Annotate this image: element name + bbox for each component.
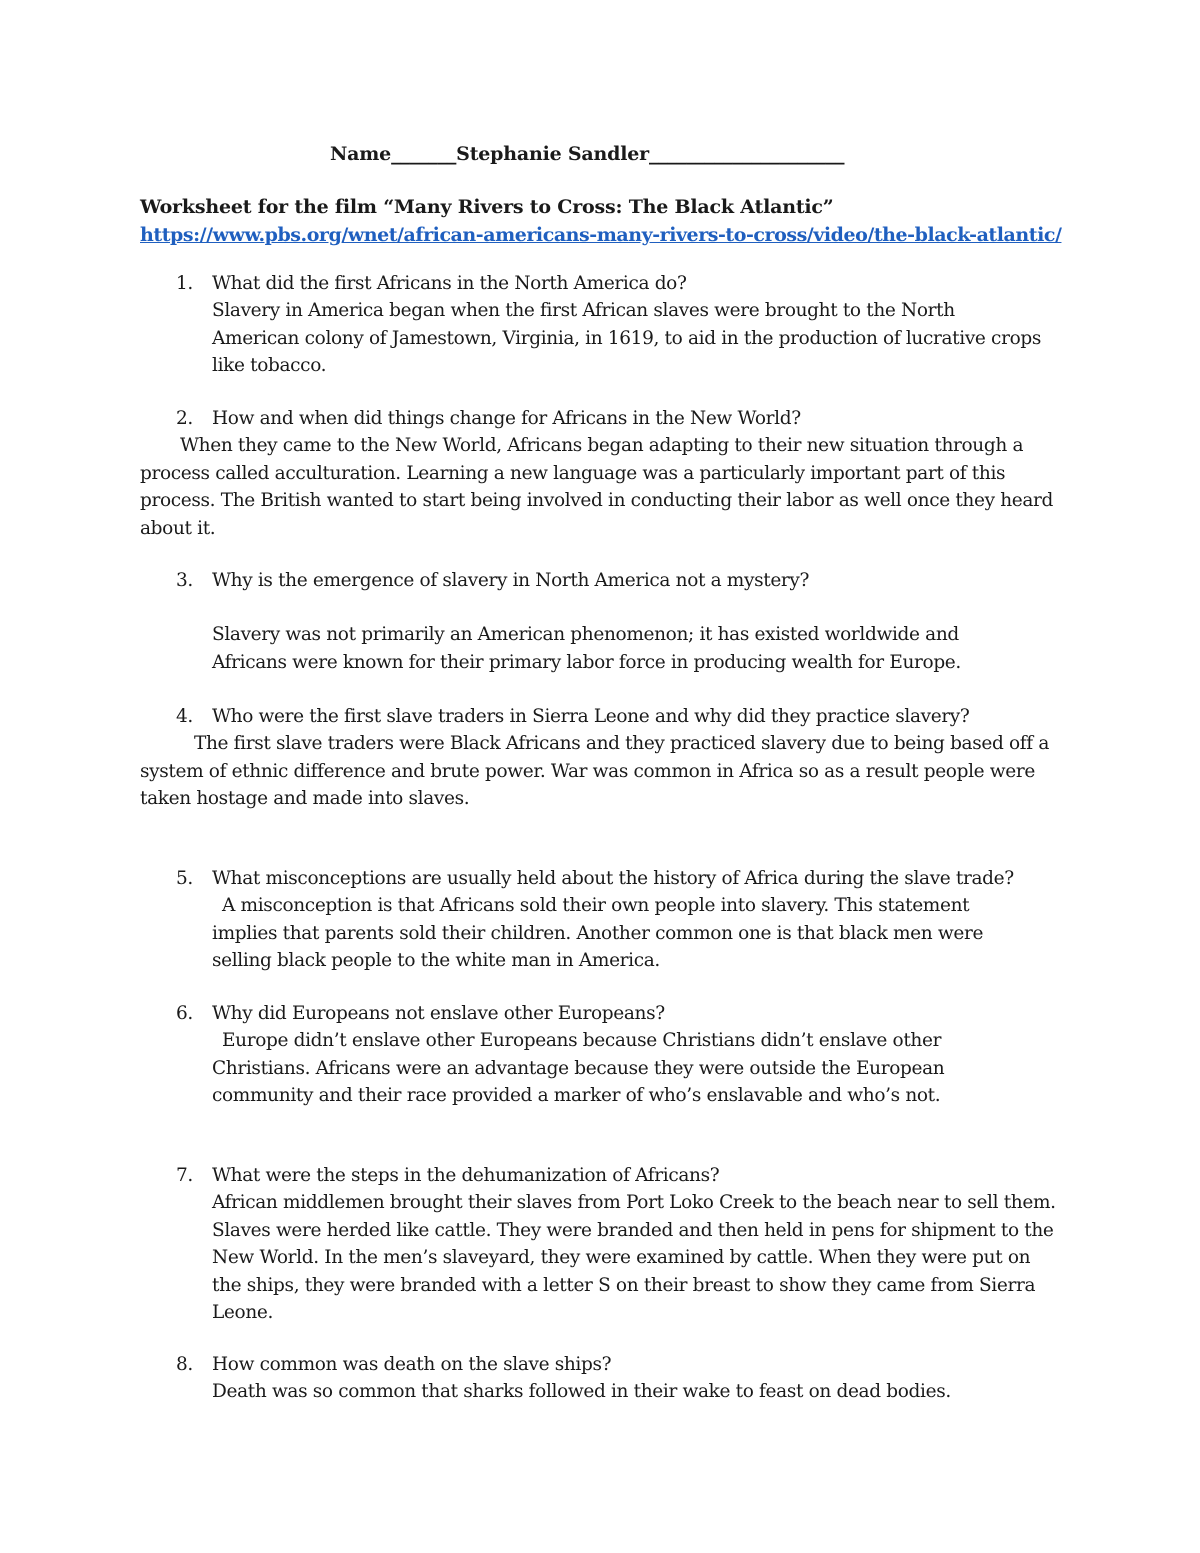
question-text: What were the steps in the dehumanization of Africans? [212, 1165, 720, 1186]
question-number: 6. [176, 1003, 193, 1024]
question-text: How common was death on the slave ships? [212, 1354, 612, 1375]
question-number: 2. [176, 408, 193, 429]
question-text: Why did Europeans not enslave other Europeans? [212, 1003, 665, 1024]
question-number: 1. [176, 273, 193, 294]
question-number: 4. [176, 706, 193, 727]
answer-6: Europe didn’t enslave other Europeans because Christians didn’t enslave other Christians. Africans were an advantage because they were outside the European community and their race provided a marker of who’s enslavable and who’s not. [212, 1030, 945, 1106]
question-text: What misconceptions are usually held about the history of Africa during the slave trade? [212, 868, 1014, 889]
question-number: 8. [176, 1354, 193, 1375]
answer-4: The first slave traders were Black Africans and they practiced slavery due to being based off a system of ethnic difference and brute power. War was common in Africa so as a result people were taken hostage and made into slaves. [140, 733, 1049, 809]
question-number: 5. [176, 868, 193, 889]
worksheet-title: Worksheet for the film “Many Rivers to Cross: The Black Atlantic” [140, 196, 834, 218]
answer-1: Slavery in America began when the first African slaves were brought to the North American colony of Jamestown, Virginia, in 1619, to aid in the production of lucrative crops like tobacco. [212, 300, 1041, 376]
answer-5: A misconception is that Africans sold their own people into slavery. This statement implies that parents sold their children. Another common one is that black men were selling black people to the white man in America. [212, 895, 984, 971]
question-number: 3. [176, 570, 193, 591]
film-video-link[interactable]: https://www.pbs.org/wnet/african-americans-many-rivers-to-cross/video/the-black-atlantic/ [140, 224, 1062, 246]
answer-3: Slavery was not primarily an American phenomenon; it has existed worldwide and Africans were known for their primary labor force in producing wealth for Europe. [212, 624, 961, 673]
question-text: What did the first Africans in the North America do? [212, 273, 687, 294]
question-text: Who were the first slave traders in Sierra Leone and why did they practice slavery? [212, 706, 970, 727]
student-name-line: Name_______Stephanie Sandler_____________________ [330, 143, 845, 165]
answer-2: When they came to the New World, Africans began adapting to their new situation through a process called acculturation. Learning a new language was a particularly important part of this process. The British wanted to start being involved in conducting their labor as well once they heard about it. [140, 435, 1054, 539]
question-text: Why is the emergence of slavery in North America not a mystery? [212, 570, 810, 591]
question-number: 7. [176, 1165, 193, 1186]
answer-7: African middlemen brought their slaves from Port Loko Creek to the beach near to sell them. Slaves were herded like cattle. They were branded and then held in pens for shipment to the New World. In the men’s slaveyard, they were examined by cattle. When they were put on the ships, they were branded with a letter S on their breast to show they came from Sierra Leone. [212, 1192, 1056, 1323]
answer-8: Death was so common that sharks followed in their wake to feast on dead bodies. [212, 1381, 951, 1402]
question-text: How and when did things change for Africans in the New World? [212, 408, 801, 429]
